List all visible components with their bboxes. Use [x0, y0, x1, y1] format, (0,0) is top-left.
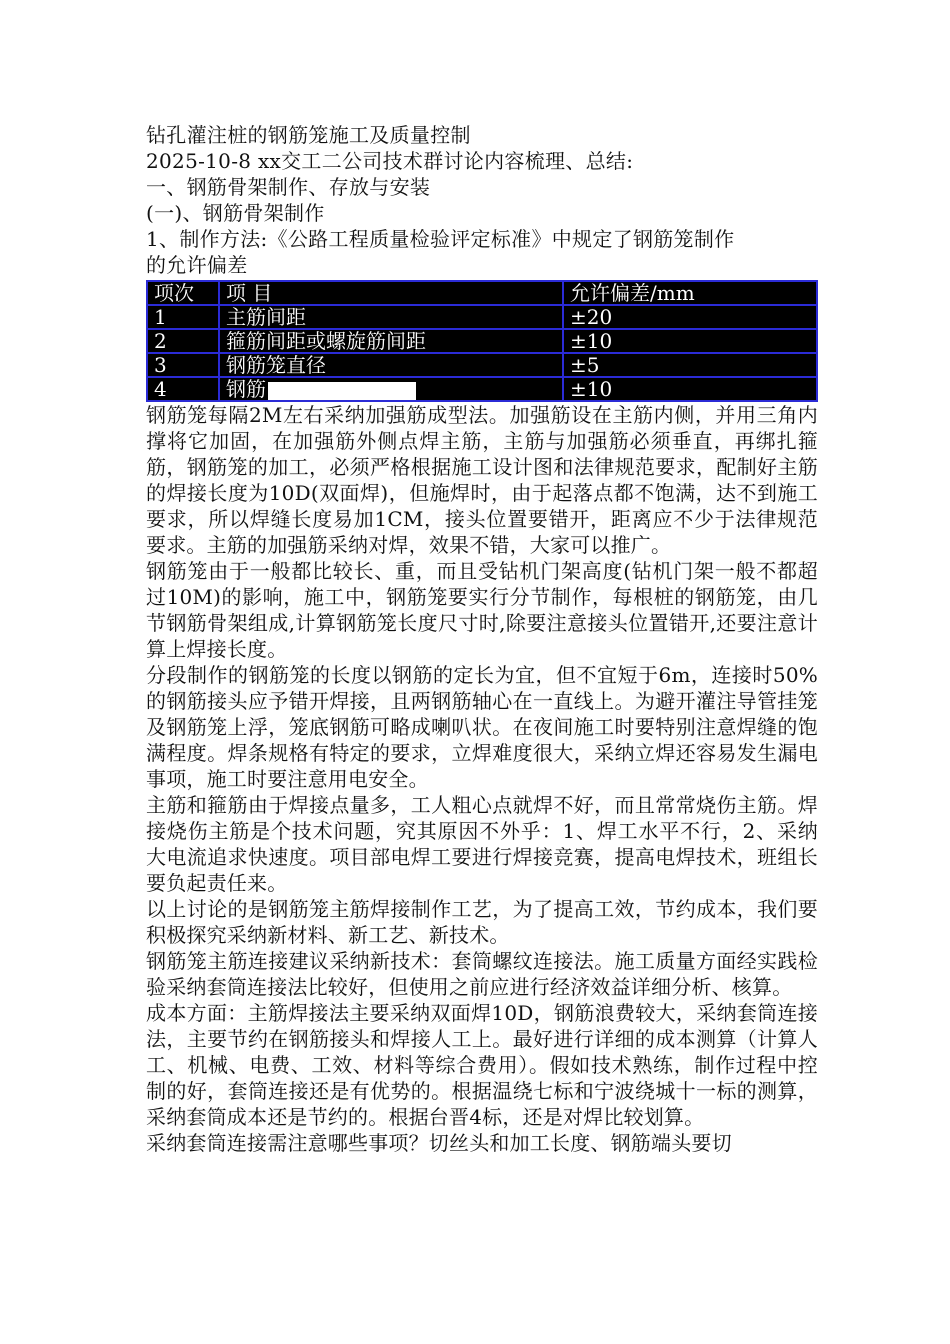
- table-cell-item-text: 钢筋: [226, 377, 266, 401]
- table-cell-tolerance: ±20: [563, 305, 817, 329]
- paragraph: 钢筋笼由于一般都比较长、重，而且受钻机门架高度(钻机门架一般不都超过10M)的影响，施工中，钢筋笼要实行分节制作，每根桩的钢筋笼，由几节钢筋骨架组成,计算钢筋笼长度尺寸时,除要注意接头位置错开,还要注意计算上焊接长度。: [146, 559, 818, 661]
- table-cell-item: 主筋间距: [219, 305, 563, 329]
- table-header-cell: 允许偏差/mm: [563, 281, 817, 305]
- subsection-heading: (一)、钢筋骨架制作: [146, 201, 325, 225]
- table-header-cell: 项 目: [219, 281, 563, 305]
- paragraph: 钢筋笼每隔2M左右采纳加强筋成型法。加强筋设在主筋内侧，并用三角内撑将它加固，在加强筋外侧点焊主筋，主筋与加强筋必须垂直，再绑扎箍筋，钢筋笼的加工，必须严格根据施工设计图和法律规范要求，配制好主筋的焊接长度为10D(双面焊)，但施焊时，由于起落点都不饱满，达不到施工要求，所以焊缝长度易加1CM，接头位置要错开，距离应不少于法律规范要求。主筋的加强筋采纳对焊，效果不错，大家可以推广。: [146, 403, 818, 557]
- table-cell-item: 钢筋笼直径: [219, 353, 563, 377]
- table-cell-tolerance: ±10: [563, 377, 817, 401]
- table-row: [147, 305, 817, 329]
- table-cell-item: 箍筋间距或螺旋筋间距: [219, 329, 563, 353]
- paragraph: 分段制作的钢筋笼的长度以钢筋的定长为宜，但不宜短于6m，连接时50%的钢筋接头应予错开焊接，且两钢筋轴心在一直线上。为避开灌注导管挂笼及钢筋笼上浮，笼底钢筋可略成喇叭状。在夜间施工时要特别注意焊缝的饱满程度。焊条规格有特定的要求，立焊难度很大，采纳立焊还容易发生漏电事项，施工时要注意用电安全。: [146, 663, 818, 791]
- table-cell-tolerance: ±10: [563, 329, 817, 353]
- tolerance-table: [146, 280, 818, 402]
- table-header-row: [147, 281, 817, 305]
- paragraph: 钢筋笼主筋连接建议采纳新技术：套筒螺纹连接法。施工质量方面经实践检验采纳套筒连接法比较好，但使用之前应进行经济效益详细分析、核算。: [146, 949, 818, 999]
- paragraph: 以上讨论的是钢筋笼主筋焊接制作工艺，为了提高工效，节约成本，我们要积极探究采纳新材料、新工艺、新技术。: [146, 897, 818, 947]
- table-row: [147, 377, 817, 401]
- table-cell-no: 4: [147, 377, 219, 401]
- document-title: 钻孔灌注桩的钢筋笼施工及质量控制: [146, 123, 471, 147]
- body-text: [146, 402, 818, 1156]
- table-cell-tolerance: ±5: [563, 353, 817, 377]
- paragraph: 主筋和箍筋由于焊接点量多，工人粗心点就焊不好，而且常常烧伤主筋。焊接烧伤主筋是个技术问题，究其原因不外乎：1、焊工水平不行，2、采纳大电流追求快速度。项目部电焊工要进行焊接竞赛，提高电焊技术，班组长要负起责任来。: [146, 793, 818, 895]
- watermark-overlay: [268, 382, 416, 400]
- document-header: [146, 122, 818, 278]
- document-page: [146, 122, 818, 1156]
- section-heading: 一、钢筋骨架制作、存放与安装: [146, 175, 431, 199]
- paragraph: 采纳套筒连接需注意哪些事项？切丝头和加工长度、钢筋端头要切: [146, 1131, 732, 1155]
- paragraph: 成本方面：主筋焊接法主要采纳双面焊10D，钢筋浪费较大，采纳套筒连接法，主要节约在钢筋接头和焊接人工上。最好进行详细的成本测算（计算人工、机械、电费、工效、材料等综合费用）。假如技术熟练，制作过程中控制的好，套筒连接还是有优势的。根据温绕七标和宁波绕城十一标的测算，采纳套筒成本还是节约的。根据台晋4标，还是对焊比较划算。: [146, 1001, 818, 1129]
- table-row: [147, 353, 817, 377]
- table-cell-no: 2: [147, 329, 219, 353]
- meta-line: 2025-10-8 xx交工二公司技术群讨论内容梳理、总结:: [146, 149, 634, 173]
- table-row: [147, 329, 817, 353]
- table-cell-item: [219, 377, 563, 401]
- method-intro-line-2: 的允许偏差: [146, 253, 248, 277]
- table-header-cell: 项次: [147, 281, 219, 305]
- method-intro-line-1: 1、制作方法:《公路工程质量检验评定标准》中规定了钢筋笼制作: [146, 227, 735, 251]
- table-cell-no: 1: [147, 305, 219, 329]
- table-cell-no: 3: [147, 353, 219, 377]
